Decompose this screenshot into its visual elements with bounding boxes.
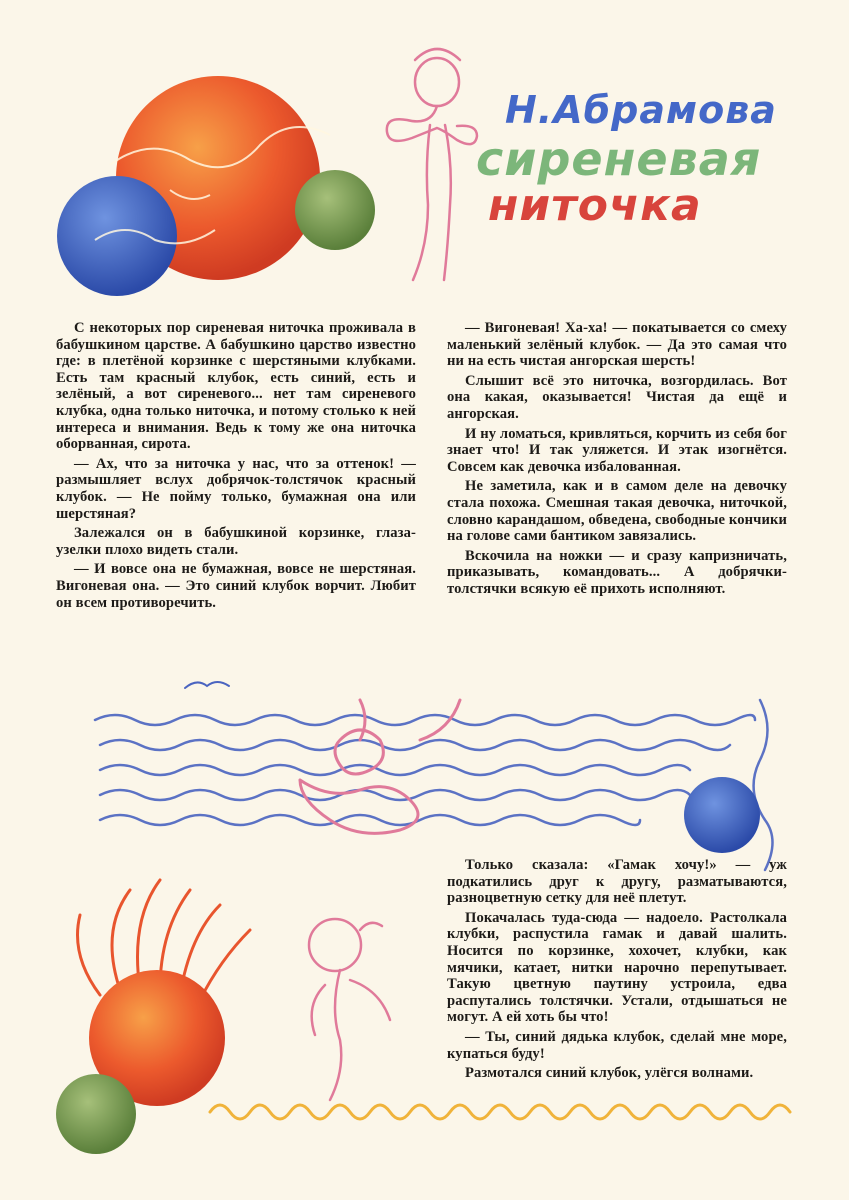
- seagull-icon: [185, 682, 229, 688]
- story-title-line2: ниточка: [488, 180, 702, 231]
- thread-girl-figure: [387, 49, 477, 280]
- text-column-left: [56, 320, 416, 614]
- text-column-right-top: [447, 320, 787, 601]
- paragraph: Только сказала: «Гамак хочу!» — уж подкатились друг к другу, разматываются, разноцветную сетку для неё плетут.: [447, 857, 787, 907]
- paragraph: С некоторых пор сиреневая ниточка проживала в бабушкином царстве. А бабушкино царство известно где: в плетёной корзинке с шерстяными клубками. Есть там красный клубок, есть синий, есть и зелёный, а вот сиреневого... нет там сиреневого клубка, одна только ниточка, и потому столько к ней интереса и внимания. Ведь к тому же она ниточка оборванная, сирота.: [56, 320, 416, 453]
- paragraph: Слышит всё это ниточка, возгордилась. Вот она какая, оказывается! Чистая да ещё и ангорская.: [447, 372, 787, 422]
- story-title-line1: сиреневая: [476, 132, 762, 186]
- paragraph: — И вовсе она не бумажная, вовсе не шерстяная. Вигоневая она. — Это синий клубок ворчит. Любит он всем противоречить.: [56, 561, 416, 611]
- sea-illustration: [95, 682, 773, 870]
- green-yarn-ball-bottom: [56, 1074, 136, 1154]
- dancing-girl-figure: [309, 919, 390, 1100]
- blue-yarn-ball-sea: [684, 777, 760, 853]
- paragraph: Размотался синий клубок, улёгся волнами.: [465, 1065, 754, 1082]
- paragraph: — Вигоневая! Ха-ха! — покатывается со смеху маленький зелёный клубок. — Да это самая что ни на есть чистая ангорская шерсть!: [447, 320, 787, 370]
- text-column-right-bottom: [447, 857, 787, 1085]
- paragraph: Вскочила на ножки — и сразу капризничать, приказывать, командовать... А добрячки-толстячки всякую её прихоть исполняют.: [447, 547, 787, 597]
- paragraph: — Ты, синий дядька клубок, сделай мне море, купаться буду!: [447, 1028, 787, 1062]
- green-yarn-ball: [295, 170, 375, 250]
- paragraph: Залежался он в бабушкиной корзинке, глаза-узелки плохо видеть стали.: [56, 525, 416, 558]
- yellow-thread: [210, 1105, 790, 1119]
- top-illustration: [57, 49, 477, 296]
- paragraph: И ну ломаться, кривляться, корчить из себя бог знает что! И так уляжется. И этак изогнётся. Совсем как девочка избалованная.: [447, 425, 787, 475]
- paragraph: Покачалась туда-сюда — надоело. Растолкала клубки, распустила гамак и давай шалить. Носится по корзинке, хохочет, клубки, как мячики, катает, нитки нарочно перепутывает. Такую цветную паутину устроила, едва распутались толстячки. Устали, отдышаться не могут. А ей хоть бы что!: [447, 909, 787, 1026]
- paragraph: Не заметила, как и в самом деле на девочку стала похожа. Смешная такая девочка, ниточкой, словно карандашом, обведена, свободные кончики на голове сами бантиком завязались.: [447, 478, 787, 545]
- blue-yarn-ball: [57, 176, 177, 296]
- paragraph: — Ах, что за ниточка у нас, что за оттенок! — размышляет вслух добрячок-толстячок красный клубок. — Не пойму только, бумажная она или шерстяная?: [56, 455, 416, 522]
- author-name: Н.Абрамова: [505, 88, 777, 132]
- swimming-girl-figure: [300, 700, 460, 833]
